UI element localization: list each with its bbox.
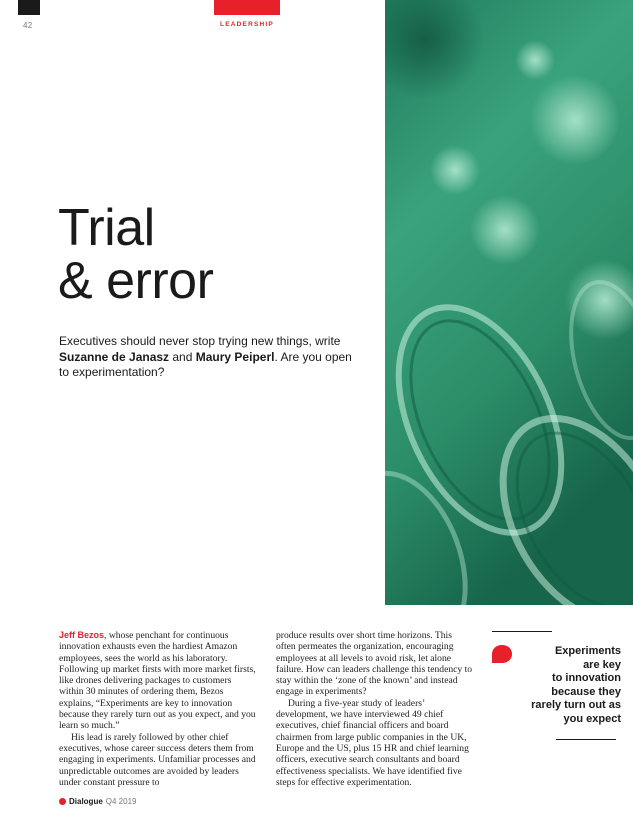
pullquote (491, 645, 621, 726)
pullquote-line: Experiments (554, 645, 621, 657)
footer (59, 797, 136, 806)
pullquote-rule-bottom (556, 739, 616, 740)
standfirst-text-2: and (169, 349, 196, 364)
article-title (58, 199, 214, 310)
body-paragraph-1-text: , whose penchant for continuous innovation exhausts even the hardiest Amazon employees, sees the world as his laboratory. Following up market firsts with more market firsts, like drones delivering packages to customers within 30 minutes of ordering them, Bezos explains, “Experiments are key to innovation because they rarely turn out as you expect, and you learn so much.” (59, 630, 256, 732)
pullquote-line: rarely turn out as (531, 699, 621, 711)
body-paragraph-3: produce results over short time horizons. This often permeates the organization, encouraging employees at all levels to avoid risk, let alone failure. How can leaders challenge this tendency to stay within the ‘zone of the known’ and instead engage in experiments? (276, 630, 473, 698)
author-name-2: Maury Peiperl (195, 349, 275, 364)
body-column-1 (59, 630, 257, 788)
section-label: LEADERSHIP (220, 21, 274, 28)
page-number: 42 (23, 21, 33, 30)
standfirst-text-3: . Are you open to experimentation? (59, 349, 352, 379)
standfirst (59, 334, 359, 381)
corner-block (18, 0, 40, 15)
title-line-1: Trial (58, 199, 155, 257)
dialogue-dot-icon (59, 798, 66, 805)
hero-image (385, 0, 633, 605)
body-paragraph (59, 630, 257, 732)
body-column-2 (276, 630, 474, 788)
body-paragraph-4: During a five-year study of leaders’ development, we have interviewed 49 chief executives, chief financial officers and board chairmen from large public companies in the UK, Europe and the US, plus 15 HR and chief learning officers, executive search consultants and board effectiveness specialists. We have identified five steps for effective experimentation. (276, 697, 469, 788)
pullquote-line: to innovation (551, 672, 621, 684)
title-line-2: & error (58, 252, 214, 310)
lead-name: Jeff Bezos (59, 630, 105, 640)
body-paragraph-2: His lead is rarely followed by other chief executives, whose career success deters them from engaging in experiments. Unfamiliar processes and unpredictable outcomes are avoided by leaders under constant pressure to (59, 731, 256, 788)
footer-brand: Dialogue (69, 797, 103, 806)
pullquote-rule-top (492, 631, 552, 632)
author-name-1: Suzanne de Janasz (59, 349, 170, 364)
pullquote-line: are key (583, 658, 621, 671)
pullquote-line: because they (551, 685, 621, 698)
footer-issue: Q4 2019 (105, 797, 137, 806)
section-tab (214, 0, 280, 15)
pullquote-line: you expect (563, 712, 621, 725)
standfirst-text-1: Executives should never stop trying new things, write (59, 334, 341, 348)
